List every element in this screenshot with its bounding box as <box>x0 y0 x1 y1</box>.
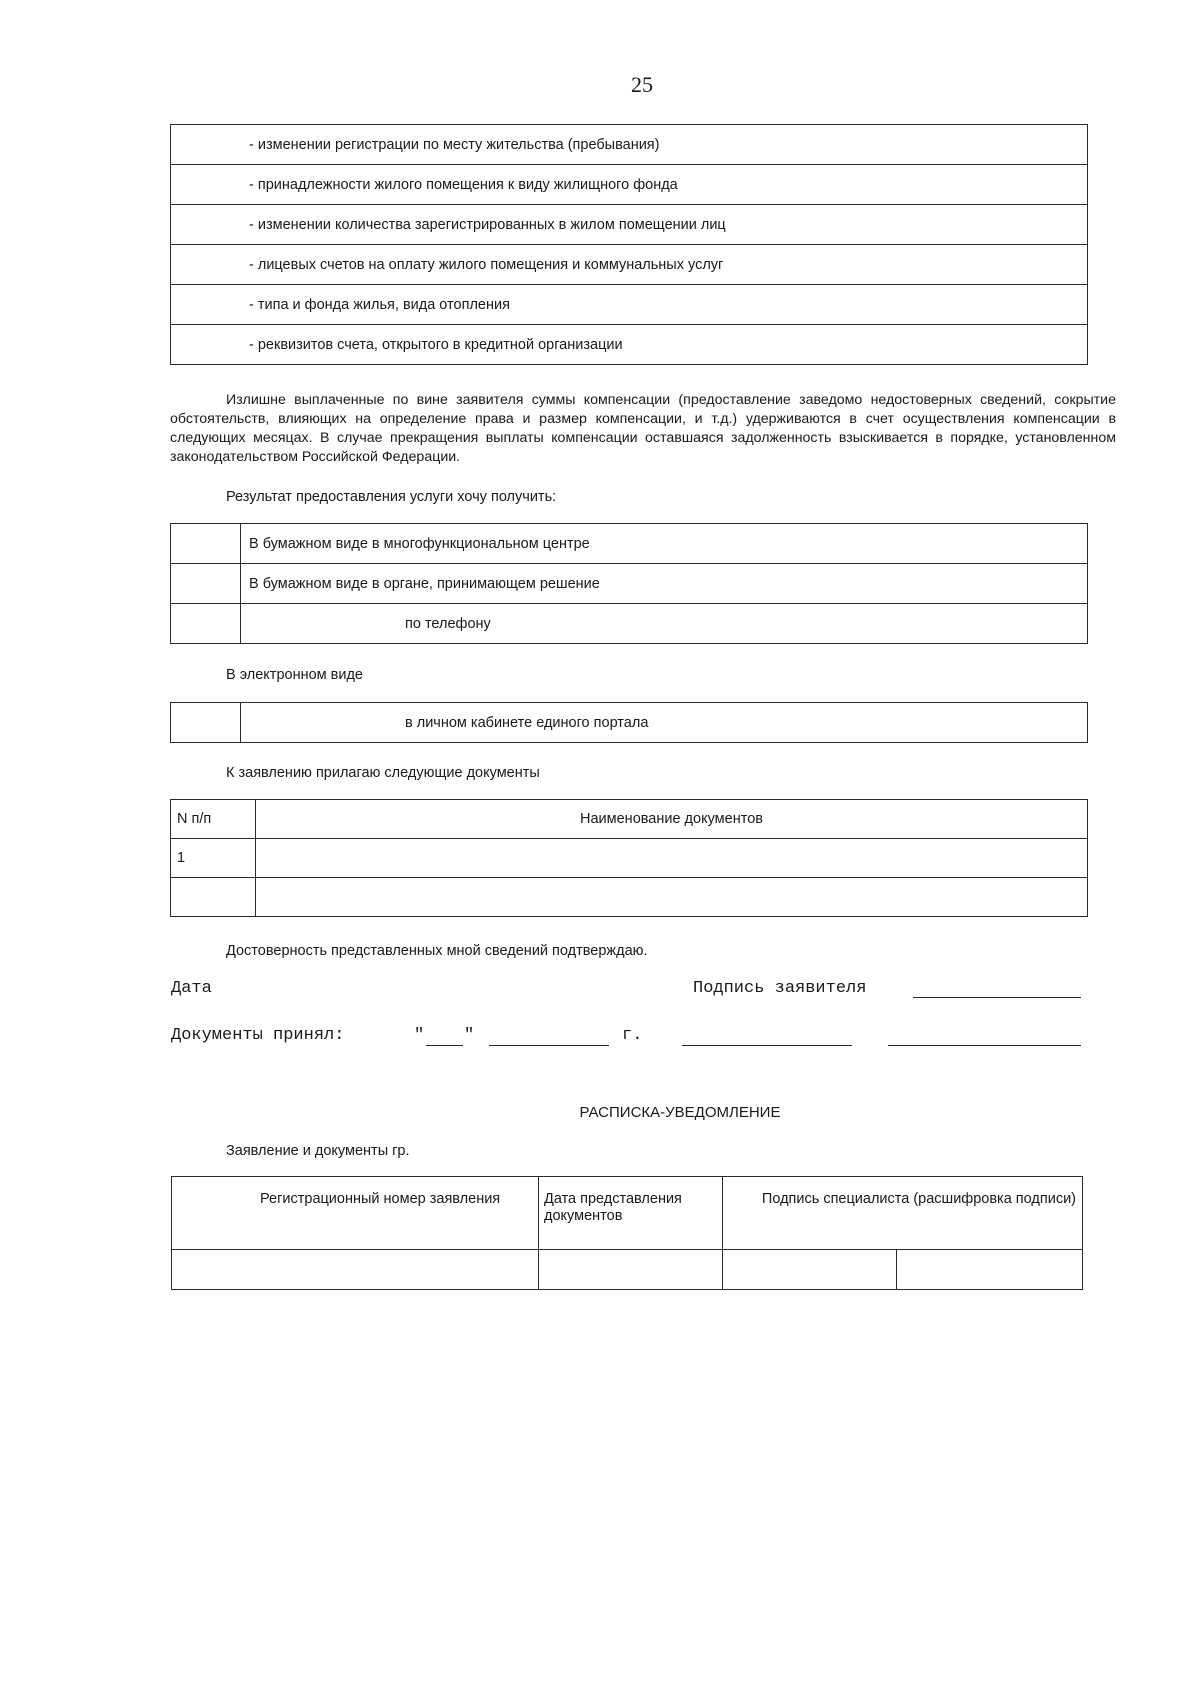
result-option-mfc: В бумажном виде в многофункциональном центре <box>241 524 1088 564</box>
signature-label: Подпись заявителя <box>693 979 867 998</box>
docs-col-name: Наименование документов <box>256 800 1088 839</box>
table-row <box>171 524 1088 564</box>
receipt-sign-cell[interactable] <box>723 1250 897 1290</box>
table-row <box>171 878 1088 917</box>
table-row <box>172 1250 1083 1290</box>
overpayment-paragraph: Излишне выплаченные по вине заявителя суммы компенсации (предоставление заведомо недостоверных сведений, сокрытие обстоятельств, влияющих на определение права и размер компенсации, и т.д.) удерживаются в счет осуществления компенсации в следующих месяцах. В случае прекращения выплаты компенсации оставшаяся задолженность взыскивается в порядке, установленном законодательством Российской Федерации. <box>170 392 1116 465</box>
table-row <box>171 325 1088 365</box>
year-label: г. <box>622 1026 643 1045</box>
table-row <box>172 1177 1083 1250</box>
result-option-authority: В бумажном виде в органе, принимающем решение <box>241 564 1088 604</box>
electronic-option-portal: в личном кабинете единого портала <box>241 703 1088 743</box>
receipt-date-cell[interactable] <box>539 1250 723 1290</box>
day-line[interactable] <box>426 1045 463 1046</box>
table-row <box>171 205 1088 245</box>
result-checkbox-mfc[interactable] <box>171 524 241 564</box>
docs-row-name[interactable] <box>256 878 1088 917</box>
result-options-table <box>170 523 1088 644</box>
result-option-phone: по телефону <box>241 604 1088 644</box>
month-line[interactable] <box>489 1045 609 1046</box>
table-row <box>171 125 1088 165</box>
result-checkbox-authority[interactable] <box>171 564 241 604</box>
docs-col-num: N п/п <box>171 800 256 839</box>
receipt-col-date: Дата представления документов <box>539 1177 723 1250</box>
quote-close: " <box>464 1026 475 1045</box>
changes-table <box>170 124 1088 365</box>
table-row <box>171 703 1088 743</box>
accepted-label: Документы принял: <box>171 1026 345 1045</box>
table-row <box>171 800 1088 839</box>
page-number: 25 <box>631 72 653 97</box>
docs-row-name[interactable] <box>256 839 1088 878</box>
receipt-reg-cell[interactable] <box>172 1250 539 1290</box>
changes-row-3: - изменении количества зарегистрированных в жилом помещении лиц <box>171 205 1088 245</box>
attached-label: К заявлению прилагаю следующие документы <box>226 765 540 781</box>
date-label: Дата <box>171 979 212 998</box>
table-row <box>171 564 1088 604</box>
table-row <box>171 604 1088 644</box>
receipt-table <box>171 1176 1083 1290</box>
confirm-text: Достоверность представленных мной сведений подтверждаю. <box>226 943 648 959</box>
result-label: Результат предоставления услуги хочу получить: <box>226 489 557 505</box>
table-row <box>171 285 1088 325</box>
changes-row-1: - изменении регистрации по месту жительства (пребывания) <box>171 125 1088 165</box>
changes-row-5: - типа и фонда жилья, вида отопления <box>171 285 1088 325</box>
changes-row-2: - принадлежности жилого помещения к виду жилищного фонда <box>171 165 1088 205</box>
receipt-title: РАСПИСКА-УВЕДОМЛЕНИЕ <box>579 1104 781 1121</box>
docs-row-num <box>171 878 256 917</box>
docs-row-num: 1 <box>171 839 256 878</box>
changes-row-4: - лицевых счетов на оплату жилого помещения и коммунальных услуг <box>171 245 1088 285</box>
quote-open: " <box>414 1026 425 1045</box>
receipt-col-reg: Регистрационный номер заявления <box>172 1177 539 1250</box>
table-row <box>171 165 1088 205</box>
receipt-intro: Заявление и документы гр. <box>226 1143 410 1159</box>
result-checkbox-phone[interactable] <box>171 604 241 644</box>
accepted-signature-line[interactable] <box>682 1045 852 1046</box>
electronic-label: В электронном виде <box>226 667 363 683</box>
signature-line[interactable] <box>913 997 1081 998</box>
receipt-col-sign: Подпись специалиста (расшифровка подписи) <box>723 1177 1083 1250</box>
electronic-options-table <box>170 702 1088 743</box>
table-row <box>171 245 1088 285</box>
receipt-name-cell[interactable] <box>897 1250 1083 1290</box>
changes-row-6: - реквизитов счета, открытого в кредитной организации <box>171 325 1088 365</box>
accepted-name-line[interactable] <box>888 1045 1081 1046</box>
documents-table <box>170 799 1088 917</box>
electronic-checkbox-portal[interactable] <box>171 703 241 743</box>
table-row <box>171 839 1088 878</box>
